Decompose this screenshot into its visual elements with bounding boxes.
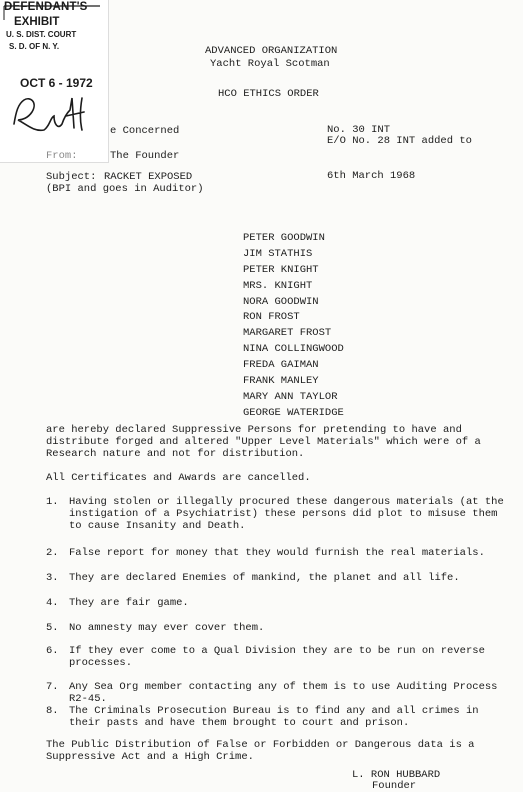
signature-title: Founder: [372, 780, 417, 792]
item-text: If they ever come to a Qual Division they are to be run on reverse processes.: [69, 645, 485, 670]
memo-subject-label: Subject:: [46, 171, 97, 183]
handwritten-initials: [0, 0, 108, 162]
order-type: HCO ETHICS ORDER: [218, 88, 319, 100]
item-text: They are declared Enemies of mankind, the planet and all life.: [69, 572, 460, 584]
name-entry: FREDA GAIMAN: [243, 359, 319, 372]
certificates-line: All Certificates and Awards are cancelled.: [46, 472, 311, 484]
name-entry: PETER KNIGHT: [243, 263, 319, 276]
signature-name: L. RON HUBBARD: [352, 769, 441, 781]
item-number: 1.: [46, 496, 59, 508]
exhibit-stamp: [0, 0, 109, 163]
name-entry: MARGARET FROST: [243, 327, 332, 340]
name-entry: NINA COLLINGWOOD: [243, 343, 344, 356]
name-entry: MRS. KNIGHT: [243, 279, 313, 292]
item-number: 6.: [46, 645, 59, 657]
item-number: 8.: [46, 705, 59, 717]
stamp-defendant: DEFENDANT'S: [4, 1, 88, 13]
memo-to: e Concerned: [110, 125, 180, 137]
name-entry: MARY ANN TAYLOR: [243, 390, 338, 403]
name-entry: PETER GOODWIN: [243, 232, 325, 244]
item-number: 3.: [46, 572, 59, 584]
stamp-date: OCT 6 - 1972: [20, 76, 93, 90]
memo-subject-note: (BPI and goes in Auditor): [46, 183, 204, 195]
item-number: 7.: [46, 681, 59, 693]
name-entry: NORA GOODWIN: [243, 295, 319, 308]
ship-name: Yacht Royal Scotman: [210, 58, 330, 70]
item-number: 2.: [46, 547, 59, 559]
order-number: No. 30 INT: [327, 124, 391, 136]
name-entry: JIM STATHIS: [243, 247, 313, 260]
item-text: False report for money that they would furnish the real materials.: [69, 547, 485, 559]
memo-from: The Founder: [110, 150, 180, 162]
stamp-district: S. D. OF N. Y.: [9, 42, 60, 51]
memo-from-label: From:: [46, 150, 78, 162]
eo-reference: E/O No. 28 INT added to: [327, 135, 472, 147]
name-entry: GEORGE WATERIDGE: [243, 406, 344, 419]
names-list: [243, 232, 344, 423]
item-text: Any Sea Org member contacting any of them is to use Auditing Process R2-45.: [69, 681, 498, 706]
closing-paragraph: The Public Distribution of False or Forbidden or Dangerous data is a Suppressive Act and a High Crime.: [46, 739, 475, 764]
stamp-court: U. S. DIST. COURT: [6, 30, 77, 39]
stamp-exhibit: EXHIBIT: [14, 16, 60, 28]
name-entry: RON FROST: [243, 311, 300, 324]
item-text: They are fair game.: [69, 597, 189, 609]
order-date: 6th March 1968: [327, 170, 416, 182]
name-entry: FRANK MANLEY: [243, 375, 319, 388]
item-number: 5.: [46, 622, 59, 634]
declaration-paragraph: are hereby declared Suppressive Persons for pretending to have and distribute forged and altered "Upper Level Materials" which were of a Research nature and not for distribution.: [46, 424, 481, 461]
item-text: Having stolen or illegally procured these dangerous materials (at the instigation of a Psychiatrist) these persons did plot to misuse them to cause Insanity and Death.: [69, 496, 504, 533]
item-text: The Criminals Prosecution Bureau is to find any and all crimes in their pasts and have them brought to court and prison.: [69, 705, 479, 730]
memo-subject: RACKET EXPOSED: [104, 171, 193, 183]
item-text: No amnesty may ever cover them.: [69, 622, 265, 634]
organization-name: ADVANCED ORGANIZATION: [205, 45, 338, 57]
item-number: 4.: [46, 597, 59, 609]
